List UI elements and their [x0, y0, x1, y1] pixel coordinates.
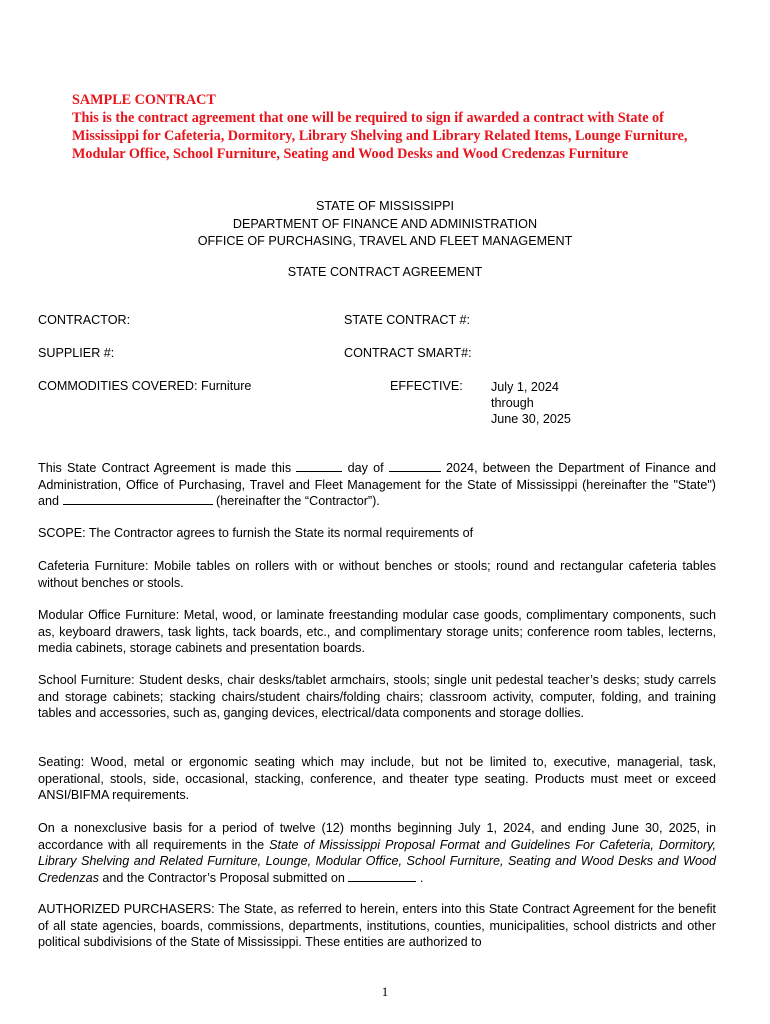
modular-office-paragraph: Modular Office Furniture: Metal, wood, or laminate freestanding modular case goods, complimentary components, such as, keyboard drawers, task lights, tack boards, etc., and complimentary storage units; conference room tables, lecterns, media cabinets, storage cabinets and presentation boards. — [38, 608, 716, 655]
seating-paragraph: Seating: Wood, metal or ergonomic seating which may include, but not be limited to, executive, managerial, task, operational, stools, side, occasional, stacking, conference, and theater type seating. Products must meet or exceed ANSI/BIFMA requirements. — [38, 755, 716, 802]
supplier-label: SUPPLIER #: — [38, 346, 115, 360]
sample-contract-title: SAMPLE CONTRACT — [72, 92, 216, 108]
contract-smart-label: CONTRACT SMART#: — [344, 346, 472, 360]
agency-office: OFFICE OF PURCHASING, TRAVEL AND FLEET MANAGEMENT — [197, 234, 573, 248]
intro-paragraph: This State Contract Agreement is made this day of 2024, between the Department of Finance and Administration, Office of Purchasing, Travel and Fleet Management for the State of Mississippi (hereinafter the "State") and (hereinafter the “Contractor”). — [38, 461, 717, 508]
agency-department: DEPARTMENT OF FINANCE AND ADMINISTRATION — [232, 216, 538, 231]
cafeteria-paragraph: Cafeteria Furniture: Mobile tables on rollers with or without benches or stools; round and rectangular cafeteria tables without benches or stools. — [38, 559, 716, 590]
sample-contract-header — [72, 91, 712, 163]
contractor-label: CONTRACTOR: — [38, 313, 131, 327]
proposal-date-blank — [348, 870, 416, 882]
school-furniture-paragraph: School Furniture: Student desks, chair desks/tablet armchairs, stools; single unit pedestal teacher’s desks; study carrels and storage cabinets; stacking chairs/student chairs/folding chairs; classroom activity, computer, folding, and training tables and accessories, such as, ganging devices, electrical/data components and storage dollies. — [38, 673, 716, 720]
month-blank — [389, 460, 441, 472]
page-number: 1 — [381, 984, 389, 999]
state-contract-label: STATE CONTRACT #: — [344, 313, 470, 327]
agency-state: STATE OF MISSISSIPPI — [315, 199, 455, 213]
day-blank — [296, 460, 342, 472]
scope-paragraph: SCOPE: The Contractor agrees to furnish the State its normal requirements of — [38, 526, 474, 540]
effective-label: EFFECTIVE: — [390, 379, 463, 393]
sample-contract-subtitle: This is the contract agreement that one will be required to sign if awarded a contract with State of Mississippi for Cafeteria, Dormitory, Library Shelving and Library Related Items, Lounge Furniture, Modular Office, School Furniture, Seating and Wood Desks and Wood Credenzas Furniture — [72, 110, 688, 162]
guidelines-title: State of Mississippi Proposal Format and Guidelines For Cafeteria, Dormitory, Library Shelving and Related Furniture, Lounge, Modular Office, School Furniture, Seating and Wood Desks and Wood Credenzas — [38, 837, 717, 885]
effective-dates — [491, 379, 571, 427]
agreement-title: STATE CONTRACT AGREEMENT — [287, 265, 483, 279]
effective-start: July 1, 2024 — [491, 380, 559, 394]
commodities-covered: COMMODITIES COVERED: Furniture — [38, 379, 252, 393]
effective-through: through — [491, 396, 534, 410]
contractor-name-blank — [63, 493, 213, 505]
agency-block — [0, 198, 770, 251]
effective-end: June 30, 2025 — [491, 412, 571, 426]
term-paragraph: On a nonexclusive basis for a period of twelve (12) months beginning July 1, 2024, and ending June 30, 2025, in accordance with all requirements in the State of Mississippi Proposal Format and Guidelines For Cafeteria, Dormitory, Library Shelving and Related Furniture, Lounge, Modular Office, School Furniture, Seating and Wood Desks and Wood Credenzas and the Contractor’s Proposal submitted on . — [38, 821, 717, 885]
authorized-purchasers-paragraph: AUTHORIZED PURCHASERS: The State, as referred to herein, enters into this State Contract Agreement for the benefit of all state agencies, boards, commissions, departments, institutions, counties, municipalities, school districts and other political subdivisions of the State of Mississippi. These entities are authorized to — [38, 902, 716, 949]
